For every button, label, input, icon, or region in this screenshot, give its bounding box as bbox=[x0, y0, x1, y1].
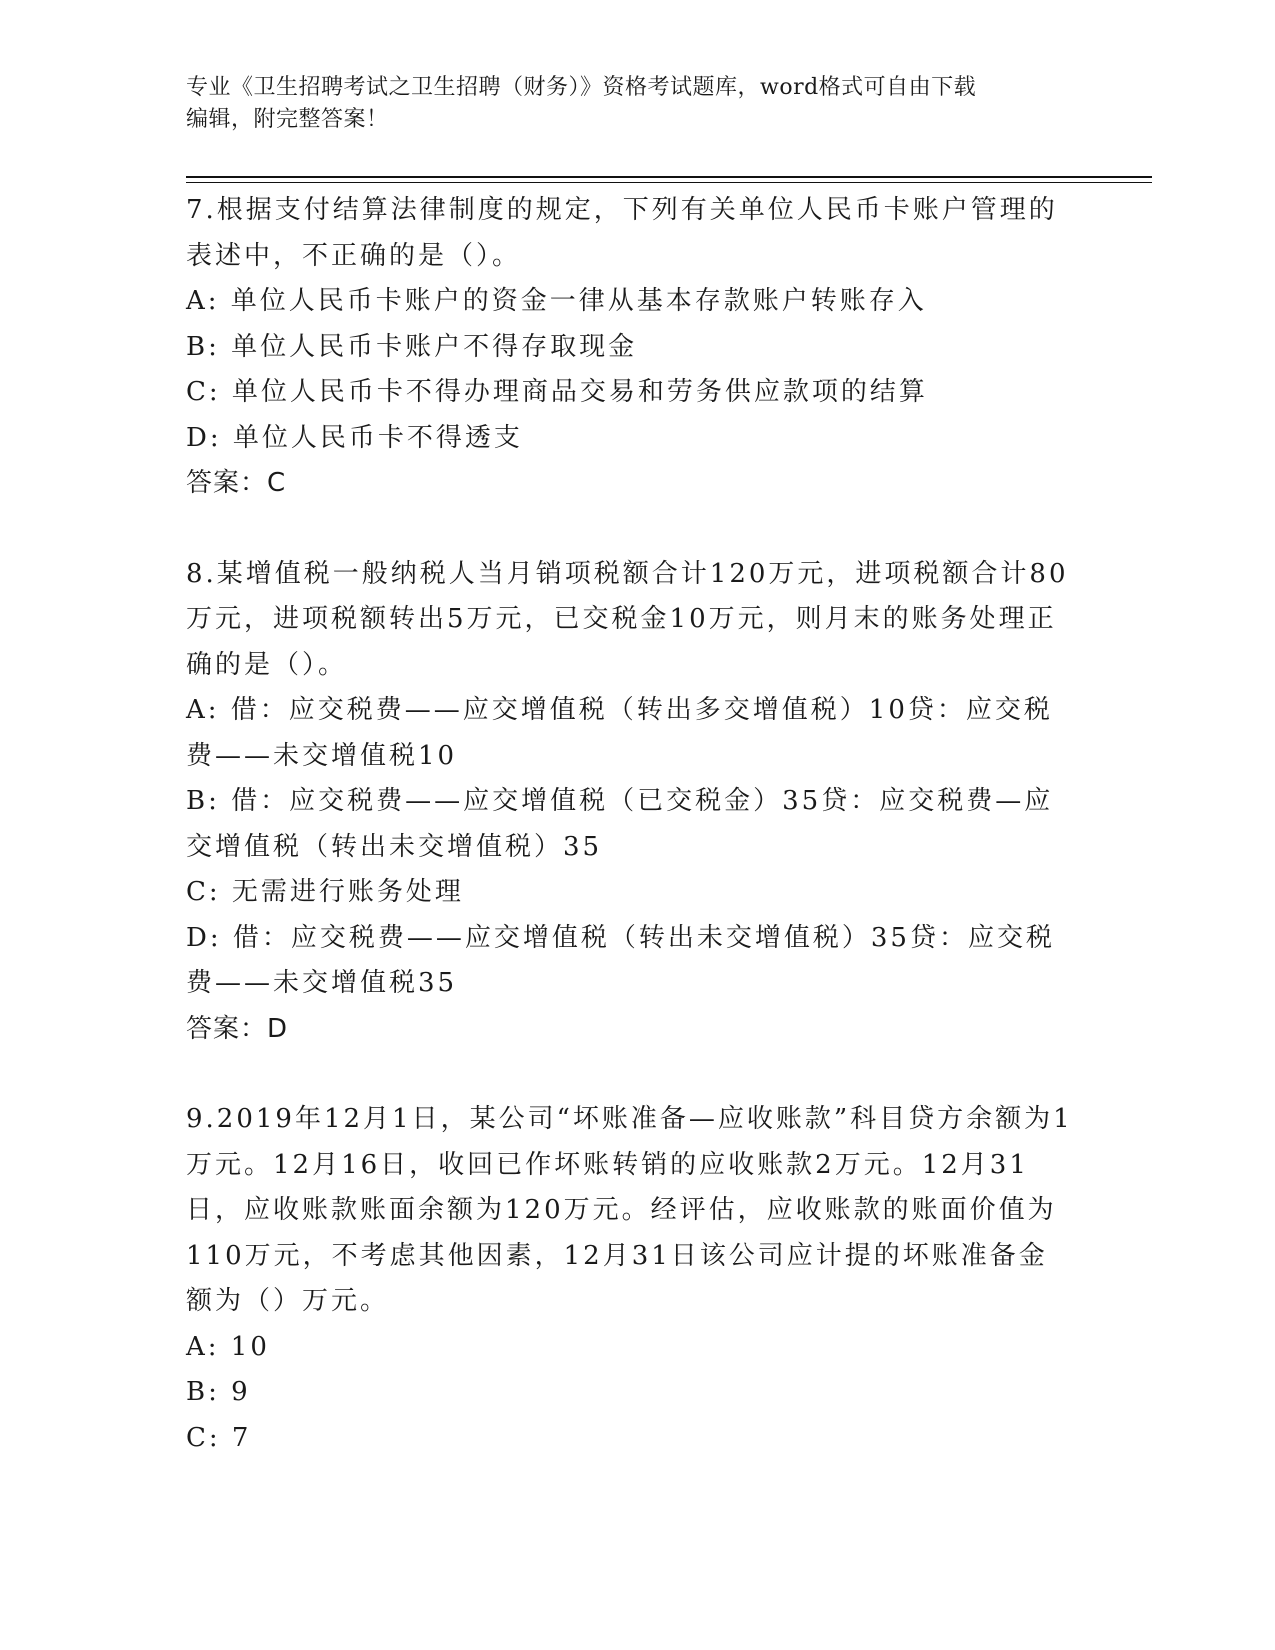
option-b: B: 借：应交税费——应交增值税（已交税金）35贷：应交税费—应交增值税（转出未交增值税）35 bbox=[186, 786, 1054, 862]
option-a: A: 借：应交税费——应交增值税（转出多交增值税）10贷：应交税费——未交增值税10 bbox=[186, 695, 1053, 771]
question-list bbox=[186, 188, 1076, 1461]
answer-line: 答案：D bbox=[186, 1013, 289, 1044]
question-8 bbox=[186, 552, 1076, 1053]
answer-line: 答案：C bbox=[186, 468, 287, 498]
question-stem: 7.根据支付结算法律制度的规定，下列有关单位人民币卡账户管理的表述中，不正确的是（）。 bbox=[186, 195, 1058, 271]
question-9 bbox=[186, 1097, 1076, 1461]
question-7 bbox=[186, 188, 1076, 507]
option-b: B: 9 bbox=[186, 1377, 251, 1407]
header-divider-thin bbox=[186, 182, 1152, 183]
option-c: C: 单位人民币卡不得办理商品交易和劳务供应款项的结算 bbox=[186, 377, 928, 407]
question-stem: 8.某增值税一般纳税人当月销项税额合计120万元，进项税额合计80万元，进项税额转出5万元，已交税金10万元，则月末的账务处理正确的是（）。 bbox=[186, 558, 1069, 680]
option-d: D: 借：应交税费——应交增值税（转出未交增值税）35贷：应交税费——未交增值税35 bbox=[186, 922, 1055, 998]
option-b: B: 单位人民币卡账户不得存取现金 bbox=[186, 331, 638, 362]
document-page bbox=[186, 0, 1076, 1650]
option-a: A: 单位人民币卡账户的资金一律从基本存款账户转账存入 bbox=[186, 286, 927, 316]
header-line-1: 专业《卫生招聘考试之卫生招聘（财务）》资格考试题库，word格式可自由下载 bbox=[186, 75, 977, 100]
option-c: C: 7 bbox=[186, 1422, 252, 1453]
question-stem: 9.2019年12月1日，某公司“坏账准备—应收账款”科目贷方余额为1万元。12月16日，收回已作坏账转销的应收账款2万元。12月31日，应收账款账面余额为120万元。经评估，应收账款的账面价值为110万元，不考虑其他因素，12月31日该公司应计提的坏账准备金额为（）万元。 bbox=[186, 1104, 1073, 1316]
option-d: D: 单位人民币卡不得透支 bbox=[186, 422, 523, 453]
header-line-2: 编辑，附完整答案！ bbox=[186, 107, 389, 132]
option-c: C: 无需进行账务处理 bbox=[186, 877, 464, 907]
option-a: A: 10 bbox=[186, 1331, 270, 1362]
document-header bbox=[186, 72, 1076, 136]
header-divider-thick bbox=[186, 176, 1152, 178]
